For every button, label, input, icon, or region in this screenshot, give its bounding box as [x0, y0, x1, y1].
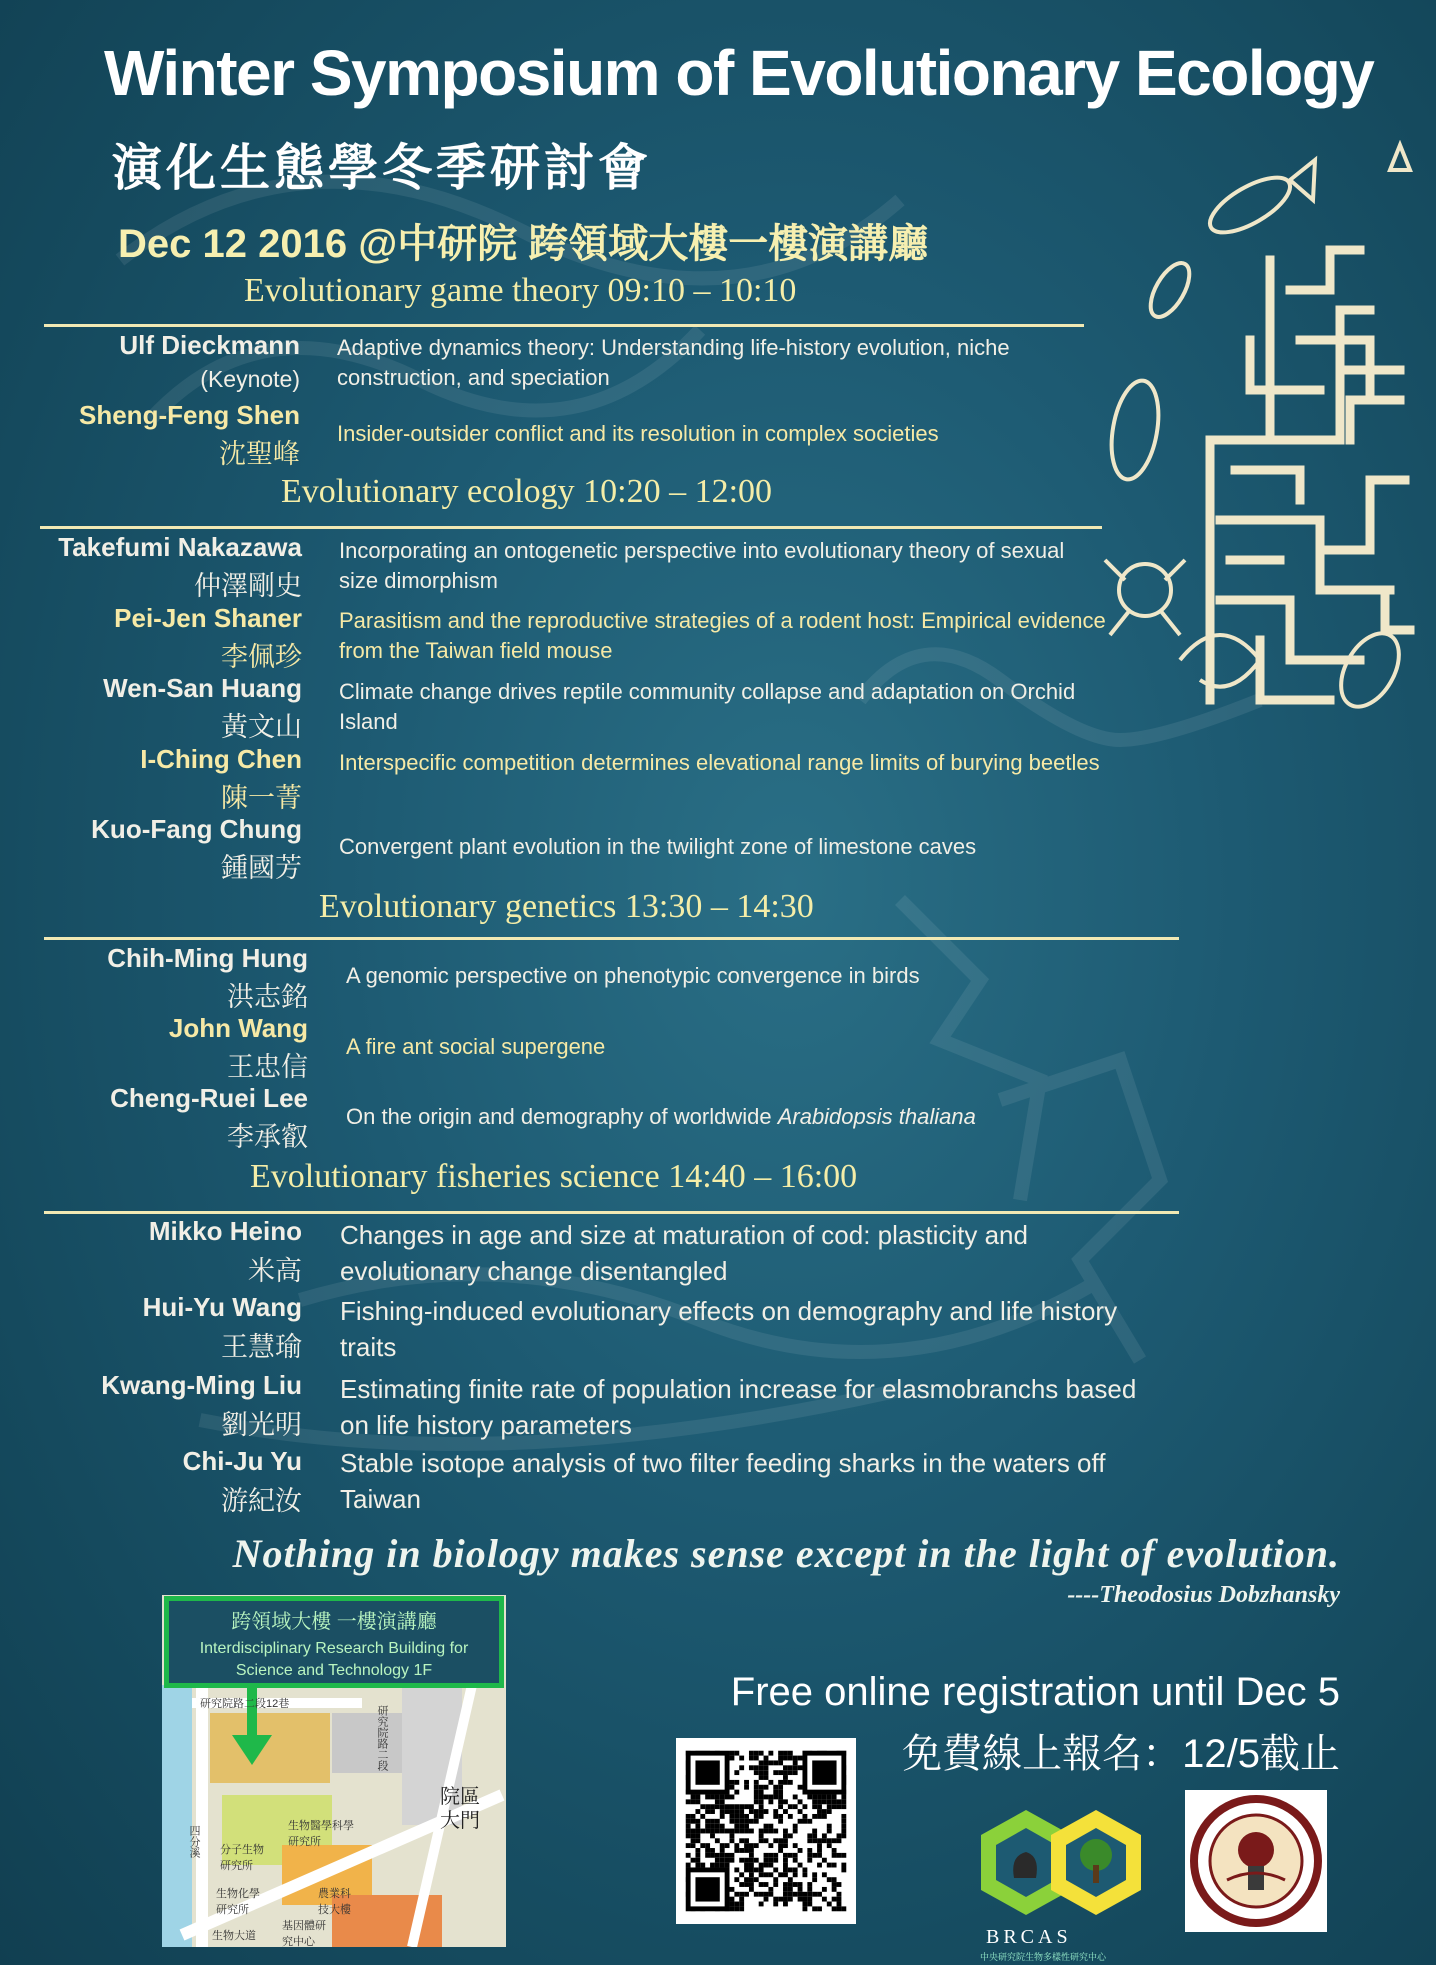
session-heading: Evolutionary genetics 13:30 – 14:30	[319, 888, 814, 925]
speaker-name-en: Hui-Yu Wang	[142, 1292, 302, 1322]
map-road-label: 研究院路二段	[376, 1705, 388, 1771]
map-gate-label: 院區大門	[440, 1786, 480, 1832]
talk-title	[346, 1102, 1146, 1132]
section-divider	[44, 1211, 1179, 1214]
talk-title: A fire ant social supergene	[346, 1034, 606, 1059]
talk-title: Interspecific competition determines elevational range limits of burying beetles	[339, 750, 1100, 775]
session-heading: Evolutionary game theory 09:10 – 10:10	[244, 272, 797, 309]
map-stream-label: 四分溪	[188, 1825, 200, 1858]
registration-zh: 免費線上報名：12/5截止	[902, 1732, 1340, 1776]
venue-name-en-line2: Science and Technology 1F	[235, 1662, 433, 1679]
map-building-label: 生物醫學科學研究所	[288, 1820, 354, 1848]
evolution-emblem-icon	[1100, 140, 1418, 750]
speaker-name-en: Sheng-Feng Shen	[79, 400, 300, 430]
talk-title: Stable isotope analysis of two filter feeding sharks in the waters off Taiwan	[340, 1448, 1106, 1514]
talk-title: A genomic perspective on phenotypic convergence in birds	[346, 963, 920, 988]
section-divider	[40, 526, 1102, 529]
brcas-subtitle: 中央研究院生物多樣性研究中心	[980, 1952, 1107, 1962]
species-name: Arabidopsis thaliana	[777, 1104, 976, 1129]
talk-title: Insider-outsider conflict and its resolution in complex societies	[337, 421, 939, 446]
speaker-name-zh: 米高	[248, 1256, 302, 1286]
map-road-label: 研究院路二段12巷	[200, 1698, 290, 1710]
section-divider	[44, 324, 1084, 327]
speaker-name-zh: 沈聖峰	[219, 439, 300, 469]
talk-title: Estimating finite rate of population increase for elasmobranchs based on life history parameters	[340, 1374, 1137, 1440]
speaker-name-en: Chih-Ming Hung	[107, 943, 308, 973]
qr-code-icon[interactable]	[676, 1738, 856, 1924]
brcas-emblem-icon	[966, 1800, 1156, 1930]
speaker-name-en: Takefumi Nakazawa	[58, 532, 302, 562]
brcas-name: BRCAS	[986, 1926, 1072, 1948]
map-building-label: 分子生物研究所	[220, 1844, 264, 1872]
speaker-name-zh: 黃文山	[221, 712, 302, 742]
quote-attribution: ----Theodosius Dobzhansky	[1067, 1582, 1340, 1608]
session-heading: Evolutionary fisheries science 14:40 – 16:00	[250, 1158, 858, 1195]
talk-title: Fishing-induced evolutionary effects on demography and life history traits	[340, 1296, 1118, 1362]
speaker-name-en: John Wang	[168, 1013, 308, 1043]
talk-title: Parasitism and the reproductive strategies of a rodent host: Empirical evidence from the Taiwan field mouse	[339, 608, 1106, 663]
talk-title: Convergent plant evolution in the twilight zone of limestone caves	[339, 834, 977, 859]
speaker-name-en: Mikko Heino	[148, 1216, 302, 1246]
map-road-label: 生物大道	[212, 1930, 256, 1942]
title-chinese: 演化生態學冬季研討會	[112, 140, 652, 196]
speaker-name-zh: 李佩珍	[221, 642, 302, 672]
venue-name-en-line1: Interdisciplinary Research Building for	[199, 1640, 469, 1657]
map-building-label: 基因體研究中心	[282, 1920, 326, 1947]
title-english: Winter Symposium of Evolutionary Ecology	[104, 37, 1374, 109]
map-building-label: 生物化學研究所	[216, 1888, 260, 1916]
venue-callout	[164, 1596, 504, 1688]
speaker-name-en: Kuo-Fang Chung	[91, 814, 302, 844]
speaker-name-en: Cheng-Ruei Lee	[110, 1083, 308, 1113]
talk-title: Incorporating an ontogenetic perspective into evolutionary theory of sexual size dimorphism	[339, 538, 1065, 593]
brcas-logo	[966, 1800, 1156, 1960]
venue-name-en	[169, 1638, 499, 1682]
speaker-name-en: Wen-San Huang	[103, 673, 302, 703]
speaker-name-zh: 游紀汝	[221, 1486, 302, 1516]
speaker-name-en: Kwang-Ming Liu	[101, 1370, 302, 1400]
speaker-name-zh: 李承叡	[227, 1122, 308, 1152]
speaker-name-en: Ulf Dieckmann	[119, 330, 300, 360]
speaker-name-en: Pei-Jen Shaner	[114, 603, 302, 633]
talk-title: Adaptive dynamics theory: Understanding life-history evolution, niche construction, and speciation	[337, 335, 1010, 390]
venue-name-zh: 跨領域大樓 一樓演講廳	[231, 1611, 437, 1633]
speaker-name-zh: 鍾國芳	[221, 853, 302, 883]
speaker-name-en: I-Ching Chen	[140, 744, 302, 774]
ntu-logo	[1185, 1790, 1327, 1932]
talk-title: Changes in age and size at maturation of cod: plasticity and evolutionary change disentangled	[340, 1220, 1028, 1286]
speaker-name-en: Chi-Ju Yu	[182, 1446, 302, 1476]
talk-title: Climate change drives reptile community collapse and adaptation on Orchid Island	[339, 679, 1076, 734]
date-venue: Dec 12 2016 @中研院 跨領域大樓一樓演講廳	[118, 222, 929, 266]
speaker-name-zh: 陳一菁	[221, 783, 302, 813]
speaker-name-zh: 仲澤剛史	[194, 571, 302, 601]
qr-pattern	[676, 1738, 856, 1924]
map-building-label: 農業科技大樓	[318, 1888, 351, 1916]
registration-en: Free online registration until Dec 5	[730, 1670, 1340, 1714]
talk-title-text: On the origin and demography of worldwide	[346, 1104, 778, 1129]
session-heading: Evolutionary ecology 10:20 – 12:00	[281, 473, 773, 510]
speaker-note: (Keynote)	[200, 366, 300, 392]
quote: Nothing in biology makes sense except in the light of evolution.	[232, 1531, 1340, 1576]
speaker-name-zh: 王忠信	[227, 1052, 308, 1082]
speaker-name-zh: 王慧瑜	[221, 1332, 302, 1362]
speaker-name-zh: 劉光明	[221, 1410, 302, 1440]
ntu-seal-icon	[1185, 1790, 1327, 1932]
speaker-name-zh: 洪志銘	[227, 982, 308, 1012]
section-divider	[44, 937, 1179, 940]
